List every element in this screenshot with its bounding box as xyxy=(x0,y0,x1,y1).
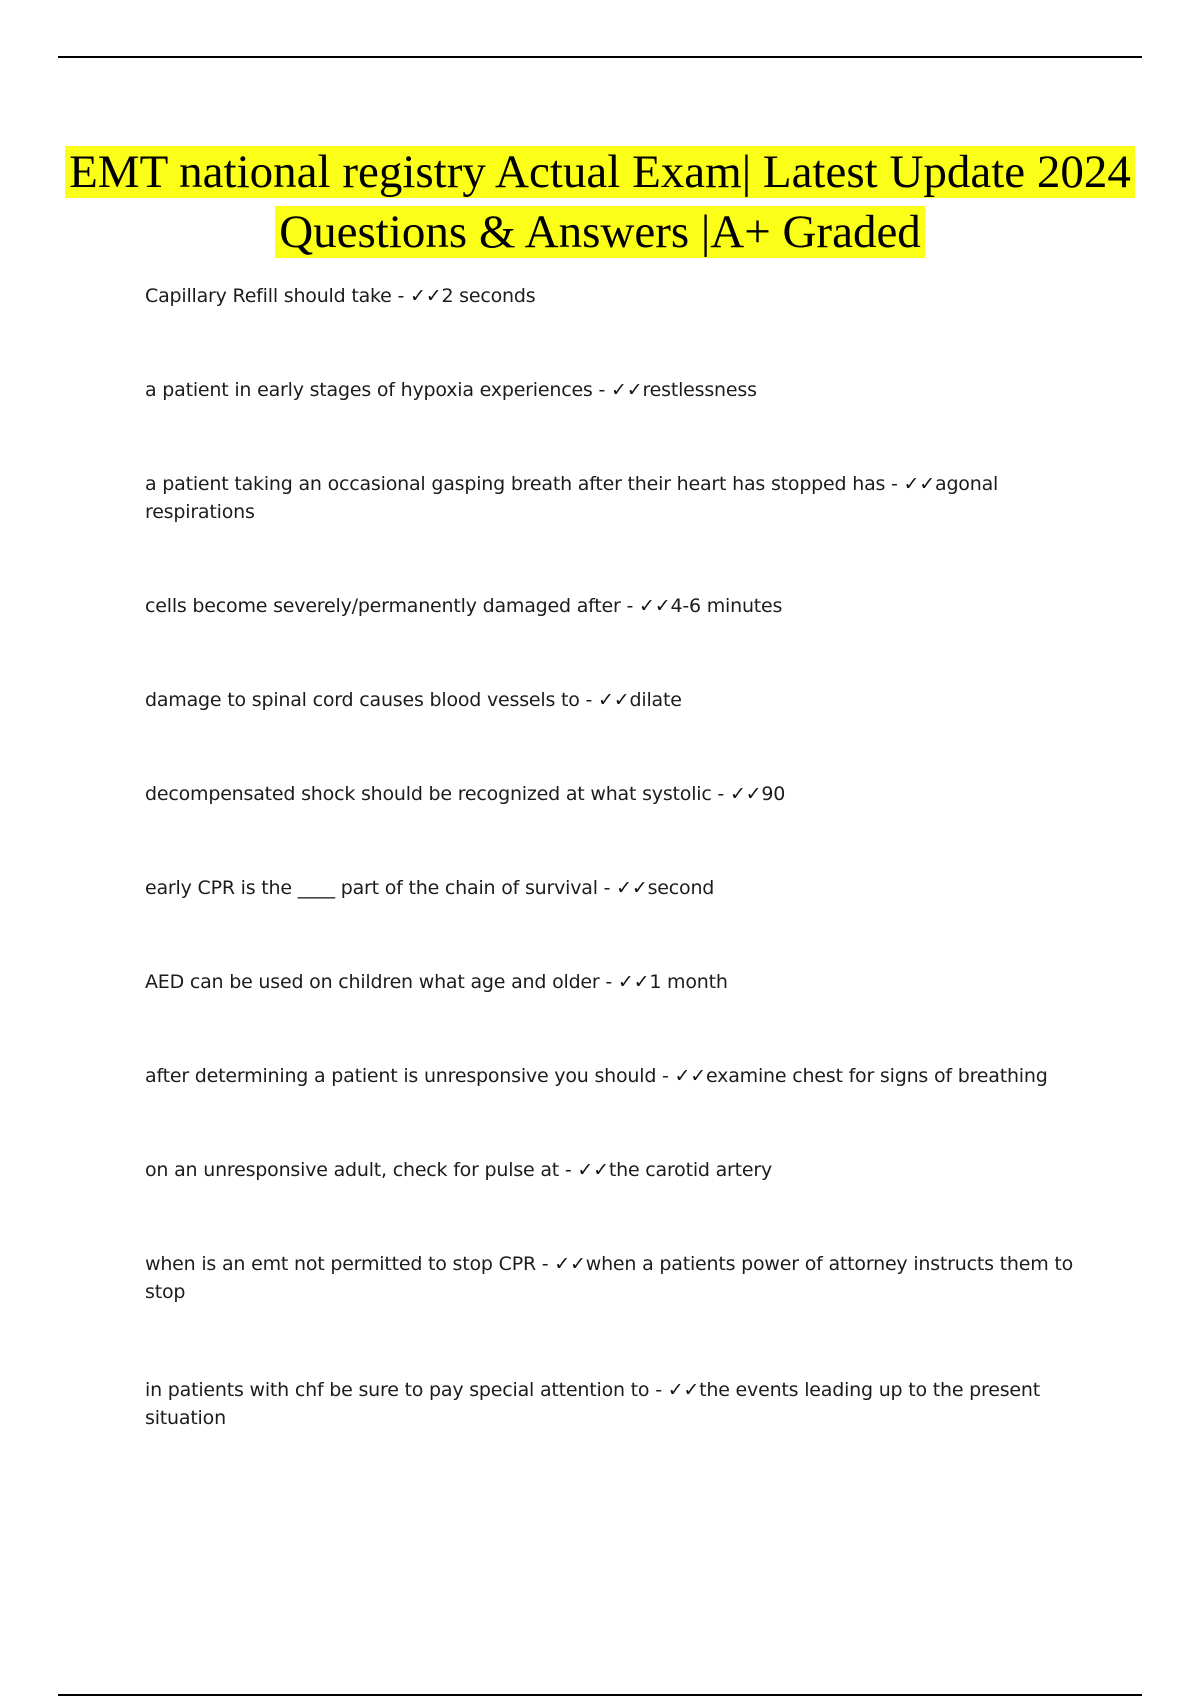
qa-item xyxy=(145,1376,1090,1432)
check-icon: ✓✓ xyxy=(610,379,643,401)
qa-answer: when a patients power of attorney instructs them to stop xyxy=(145,1253,1074,1303)
qa-question: cells become severely/permanently damaged after - xyxy=(145,595,639,617)
qa-answer: agonal respirations xyxy=(145,473,999,523)
qa-question: damage to spinal cord causes blood vessels to - xyxy=(145,689,599,711)
qa-item xyxy=(145,470,1090,526)
qa-answer: 2 seconds xyxy=(441,285,536,307)
qa-question: a patient in early stages of hypoxia experiences - xyxy=(145,379,611,401)
qa-item xyxy=(145,686,1090,714)
qa-answer: the events leading up to the present situation xyxy=(145,1379,1041,1429)
top-rule xyxy=(58,56,1142,58)
qa-answer: 1 month xyxy=(649,971,728,993)
check-icon: ✓✓ xyxy=(554,1253,586,1275)
qa-answer: 4-6 minutes xyxy=(670,595,783,617)
qa-answer: restlessness xyxy=(642,379,757,401)
document-title: EMT national registry Actual Exam| Latest Update 2024 Questions & Answers |A+ Graded xyxy=(65,146,1135,258)
qa-item xyxy=(145,592,1090,620)
qa-list xyxy=(145,282,1090,1432)
qa-item xyxy=(145,780,1090,808)
check-icon: ✓✓ xyxy=(729,783,762,805)
qa-item xyxy=(145,874,1090,902)
bottom-rule xyxy=(58,1694,1142,1696)
qa-question: AED can be used on children what age and older - xyxy=(145,971,618,993)
qa-item xyxy=(145,282,1090,310)
qa-answer: 90 xyxy=(761,783,786,805)
check-icon: ✓✓ xyxy=(616,877,648,899)
qa-question: early CPR is the ____ part of the chain of survival - xyxy=(145,877,617,899)
check-icon: ✓✓ xyxy=(667,1379,700,1401)
qa-item xyxy=(145,376,1090,404)
qa-item xyxy=(145,1156,1090,1184)
qa-answer: examine chest for signs of breathing xyxy=(706,1065,1048,1087)
qa-question: on an unresponsive adult, check for pulse at - xyxy=(145,1159,578,1181)
qa-item xyxy=(145,968,1090,996)
check-icon: ✓✓ xyxy=(577,1159,609,1181)
qa-item xyxy=(145,1250,1090,1306)
check-icon: ✓✓ xyxy=(617,971,650,993)
title-block xyxy=(0,142,1200,262)
qa-answer: the carotid artery xyxy=(608,1159,773,1181)
qa-item xyxy=(145,1062,1090,1090)
check-icon: ✓✓ xyxy=(903,473,935,495)
check-icon: ✓✓ xyxy=(674,1065,706,1087)
check-icon: ✓✓ xyxy=(638,595,671,617)
qa-answer: second xyxy=(647,877,715,899)
qa-answer: dilate xyxy=(629,689,682,711)
qa-question: in patients with chf be sure to pay special attention to - xyxy=(145,1379,668,1401)
qa-question: after determining a patient is unresponsive you should - xyxy=(145,1065,675,1087)
check-icon: ✓✓ xyxy=(598,689,630,711)
qa-question: decompensated shock should be recognized at what systolic - xyxy=(145,783,730,805)
qa-question: a patient taking an occasional gasping breath after their heart has stopped has - xyxy=(145,473,904,495)
qa-question: when is an emt not permitted to stop CPR - xyxy=(145,1253,555,1275)
qa-question: Capillary Refill should take - xyxy=(145,285,410,307)
check-icon: ✓✓ xyxy=(409,285,442,307)
